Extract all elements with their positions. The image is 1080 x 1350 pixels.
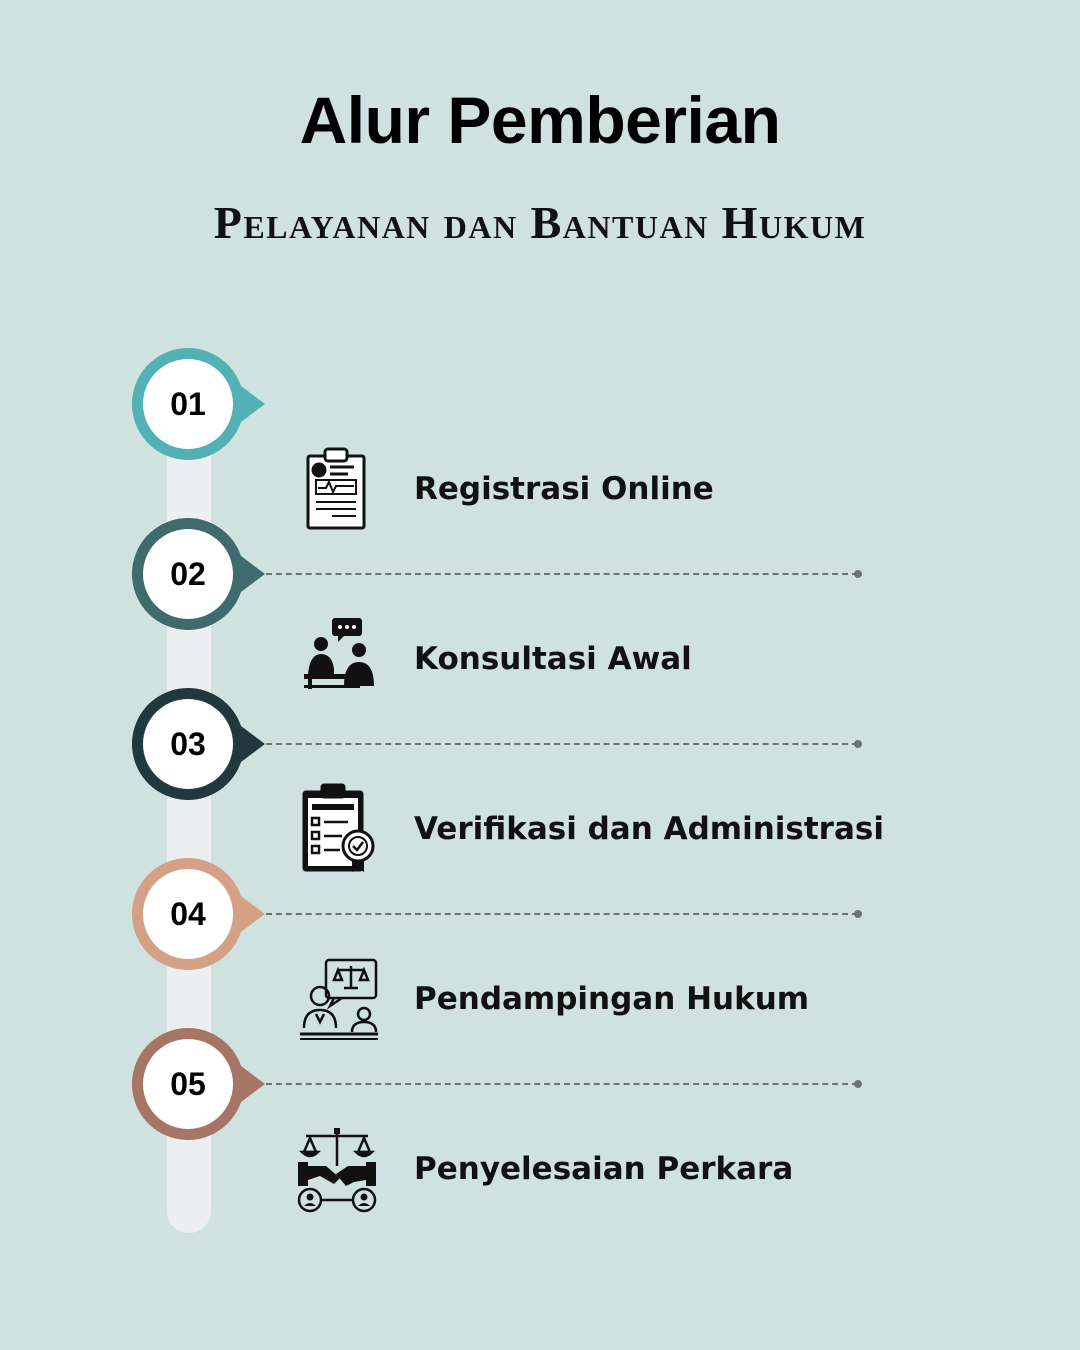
step-badge-3 xyxy=(131,688,267,800)
step-label-2: Konsultasi Awal xyxy=(414,641,692,677)
step-badge-1 xyxy=(131,348,267,460)
step-label-1: Registrasi Online xyxy=(414,471,714,507)
connector-line-4 xyxy=(266,913,858,915)
step-number-4: 04 xyxy=(170,896,206,932)
step-badge-4 xyxy=(131,858,267,970)
step-label-3: Verifikasi dan Administrasi xyxy=(414,811,884,847)
page-title: Alur Pemberian xyxy=(299,83,781,157)
consultation-icon xyxy=(296,614,380,702)
page-subtitle: Pelayanan dan Bantuan Hukum xyxy=(213,197,867,248)
step-number-5: 05 xyxy=(170,1066,206,1102)
clipboard-profile-icon xyxy=(296,446,380,534)
step-label-4: Pendampingan Hukum xyxy=(414,981,810,1017)
step-number-2: 02 xyxy=(170,556,206,592)
checklist-badge-icon xyxy=(296,782,380,870)
step-badge-2 xyxy=(131,518,267,630)
step-number-1: 01 xyxy=(170,386,206,422)
connector-line-5 xyxy=(266,1083,858,1085)
legal-assistance-icon xyxy=(296,956,380,1044)
connector-line-3 xyxy=(266,743,858,745)
justice-handshake-icon xyxy=(296,1126,380,1214)
step-badge-5 xyxy=(131,1028,267,1140)
step-label-5: Penyelesaian Perkara xyxy=(414,1151,794,1187)
step-number-3: 03 xyxy=(170,726,206,762)
connector-line-2 xyxy=(266,573,858,575)
